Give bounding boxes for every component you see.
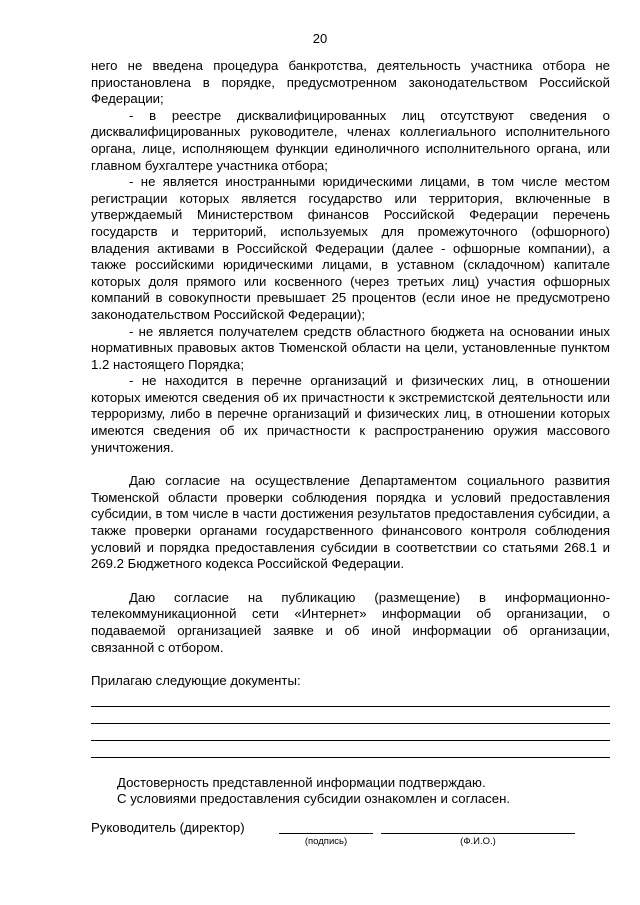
signature-block [91, 818, 610, 858]
attachment-line[interactable] [91, 724, 610, 741]
consent-verification: Даю согласие на осуществление Департаментом социального развития Тюменской области проверки соблюдения порядка и условий предоставления субсидии, в том числе в части достижения результатов предоставления субсидии, а также проверки органами государственного финансового контроля соблюдения условий и порядка предоставления субсидии в соответствии со статьями 268.1 и 269.2 Бюджетного кодекса Российской Федерации. [91, 473, 610, 572]
signature-line[interactable] [279, 833, 373, 834]
confirmation-accuracy: Достоверность представленной информации подтверждаю. [117, 774, 486, 790]
confirmation-conditions: С условиями предоставления субсидии ознакомлен и согласен. [117, 791, 511, 807]
signature-label: Руководитель (директор) [91, 820, 245, 835]
name-line[interactable] [381, 833, 575, 834]
signature-caption: (подпись) [304, 836, 348, 847]
paragraph-disqualified-registry: - в реестре дисквалифицированных лиц отсутствуют сведения о дисквалифицированных руководителе, членах коллегиального исполнительного органа, лице, исполняющем функции единоличного исполнительного органа, или главном бухгалтере участника отбора; [91, 107, 610, 173]
attachments-label: Прилагаю следующие документы: [91, 673, 301, 689]
consent-publication: Даю согласие на публикацию (размещение) в информационно-телекоммуникационной сети «Интернет» информации об организации, о подаваемой организацией заявке и об иной информации об организации, связанной с отбором. [91, 589, 610, 655]
page-number: 20 [312, 31, 328, 46]
attachment-line[interactable] [91, 690, 610, 707]
paragraph-extremism-list: - не находится в перечне организаций и физических лиц, в отношении которых имеются сведения об их причастности к экстремистской деятельности или терроризму, либо в перечне организаций и физических лиц, в отношении которых имеются сведения об их причастности к распространению оружия массового уничтожения. [91, 373, 610, 455]
paragraph-bankruptcy: него не введена процедура банкротства, деятельность участника отбора не приостановлена в порядке, предусмотренном законодательством Российской Федерации; [91, 58, 610, 107]
name-caption: (Ф.И.О.) [460, 836, 496, 847]
paragraph-budget-recipient: - не является получателем средств областного бюджета на основании иных нормативных правовых актов Тюменской области на цели, установленные пунктом 1.2 настоящего Порядка; [91, 323, 610, 372]
attachment-line[interactable] [91, 707, 610, 724]
attachment-line[interactable] [91, 741, 610, 758]
paragraph-offshore: - не является иностранными юридическими лицами, в том числе местом регистрации которых является государство или территория, включенные в утверждаемый Министерством финансов Российской Федерации перечень государств и территорий, используемых для промежуточного (офшорного) владения активами в Российской Федерации (далее - офшорные компании), а также российскими юридическими лицами, в уставном (складочном) капитале которых доля прямого или косвенного (через третьих лиц) участия офшорных компаний в совокупности превышает 25 процентов (если иное не предусмотрено законодательством Российской Федерации); [91, 174, 610, 322]
document-body [91, 58, 610, 808]
